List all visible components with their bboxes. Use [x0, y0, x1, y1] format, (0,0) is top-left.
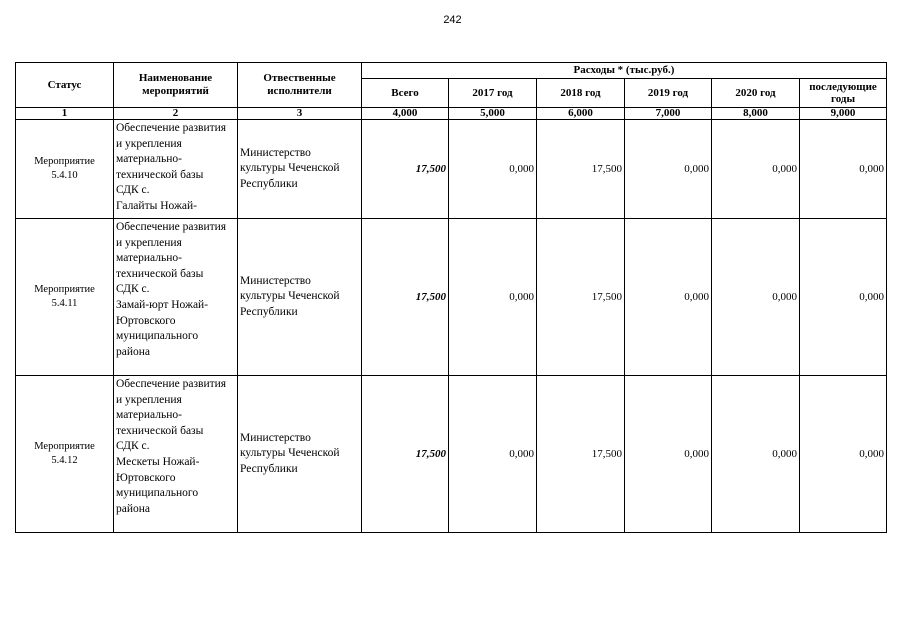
value-2020: 0,000 [712, 376, 800, 533]
name-line: технической базы [116, 168, 204, 181]
status-cell [16, 219, 114, 376]
name-line: района [116, 502, 151, 515]
value-2018: 17,500 [537, 219, 625, 376]
status-cell [16, 376, 114, 533]
value-next-years: 0,000 [800, 219, 887, 376]
executor-line: Министерство [240, 274, 311, 287]
header-year-next: последующие годы [800, 79, 887, 108]
executor-line: культуры Чеченской [240, 447, 340, 460]
value-total: 17,500 [362, 120, 449, 219]
value-2020: 0,000 [712, 219, 800, 376]
header-year-2018: 2018 год [537, 79, 625, 108]
value-2017: 0,000 [449, 120, 537, 219]
name-line: материально- [116, 153, 182, 166]
name-line: и укрепления [116, 137, 182, 150]
status-code: 5.4.11 [51, 298, 78, 309]
header-row [16, 63, 887, 79]
value-next-years: 0,000 [800, 376, 887, 533]
value-total: 17,500 [362, 219, 449, 376]
column-number: 8,000 [712, 108, 800, 120]
header-year-total: Всего [362, 79, 449, 108]
column-number: 2 [114, 108, 238, 120]
name-line: СДК с. [116, 283, 150, 296]
column-number: 9,000 [800, 108, 887, 120]
name-cell [114, 120, 238, 219]
header-name: Наименование мероприятий [114, 63, 238, 108]
value-2019: 0,000 [625, 120, 712, 219]
name-line: и укрепления [116, 236, 182, 249]
name-line: СДК с. [116, 184, 150, 197]
value-2018: 17,500 [537, 376, 625, 533]
status-code: 5.4.12 [51, 455, 78, 466]
column-number: 6,000 [537, 108, 625, 120]
page-number: 242 [443, 14, 462, 26]
name-line: муниципального [116, 330, 199, 343]
executor-line: Республики [240, 305, 298, 318]
executor-line: Министерство [240, 431, 311, 444]
value-2018: 17,500 [537, 120, 625, 219]
value-2017: 0,000 [449, 219, 537, 376]
header-expenses: Расходы * (тыс.руб.) [362, 63, 887, 79]
status-label: Мероприятие [34, 156, 95, 167]
executor-line: Министерство [240, 146, 311, 159]
executor-line: культуры Чеченской [240, 290, 340, 303]
status-cell [16, 120, 114, 219]
name-line: Обеспечение развития [116, 122, 227, 134]
header-year-2019: 2019 год [625, 79, 712, 108]
column-number: 1 [16, 108, 114, 120]
value-2019: 0,000 [625, 219, 712, 376]
executor-cell [238, 120, 362, 219]
value-2020: 0,000 [712, 120, 800, 219]
budget-table [15, 62, 887, 533]
executor-line: Республики [240, 462, 298, 475]
name-line: района [116, 345, 151, 358]
header-year-2017: 2017 год [449, 79, 537, 108]
column-numbers-row [16, 108, 887, 120]
header-status: Статус [16, 63, 114, 108]
table-row [16, 219, 887, 376]
table-row [16, 120, 887, 219]
value-total: 17,500 [362, 376, 449, 533]
value-next-years: 0,000 [800, 120, 887, 219]
executor-line: Республики [240, 177, 298, 190]
name-line: технической базы [116, 267, 204, 280]
executor-line: культуры Чеченской [240, 162, 340, 175]
status-label: Мероприятие [34, 441, 95, 452]
name-line: СДК с. [116, 440, 150, 453]
value-2019: 0,000 [625, 376, 712, 533]
name-line: Галайты Ножай- [116, 199, 197, 212]
executor-cell [238, 219, 362, 376]
name-line: и укрепления [116, 393, 182, 406]
name-line: материально- [116, 252, 182, 265]
name-line: технической базы [116, 424, 204, 437]
column-number: 3 [238, 108, 362, 120]
value-2017: 0,000 [449, 376, 537, 533]
status-code: 5.4.10 [51, 170, 78, 181]
name-line: материально- [116, 409, 182, 422]
name-line: Обеспечение развития [116, 378, 227, 390]
name-line: Юртовского [116, 314, 176, 327]
column-number: 7,000 [625, 108, 712, 120]
executor-cell [238, 376, 362, 533]
name-line: Обеспечение развития [116, 221, 227, 233]
name-line: Мескеты Ножай- [116, 455, 200, 468]
header-executors: Отвественные исполнители [238, 63, 362, 108]
table-row [16, 376, 887, 533]
column-number: 5,000 [449, 108, 537, 120]
column-number: 4,000 [362, 108, 449, 120]
name-line: Замай-юрт Ножай- [116, 298, 209, 311]
name-line: Юртовского [116, 471, 176, 484]
name-line: муниципального [116, 487, 199, 500]
name-cell [114, 376, 238, 533]
name-cell [114, 219, 238, 376]
status-label: Мероприятие [34, 284, 95, 295]
header-year-2020: 2020 год [712, 79, 800, 108]
